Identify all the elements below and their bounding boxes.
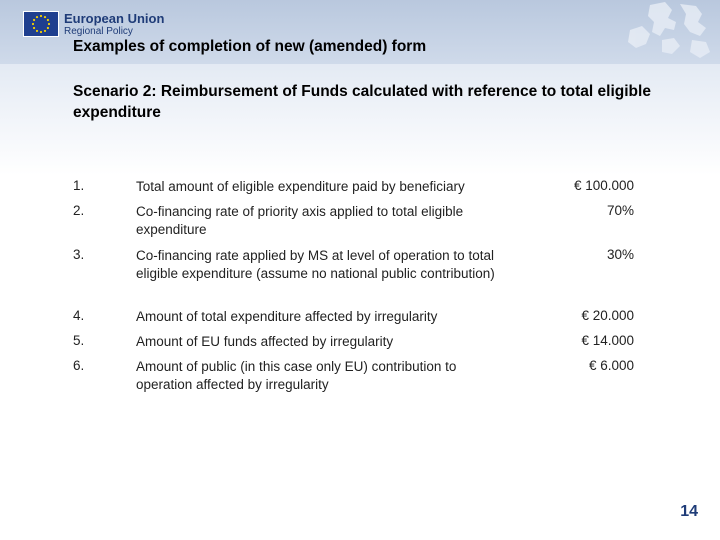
row-value: 30% xyxy=(606,247,634,262)
flag-star-icon xyxy=(40,31,42,33)
row-number: 3. xyxy=(73,247,85,262)
flag-star-icon xyxy=(32,23,34,25)
row-description: Total amount of eligible expenditure paid by beneficiary xyxy=(136,179,465,194)
slide-subtitle: Scenario 2: Reimbursement of Funds calculated with reference to total eligible expenditure xyxy=(73,83,651,121)
flag-star-icon xyxy=(40,15,42,17)
row-number: 6. xyxy=(73,358,85,373)
flag-star-icon xyxy=(33,27,35,29)
row-description: Co-financing rate applied by MS at level of operation to total eligible expenditure (assume no national public contribution) xyxy=(136,248,495,281)
europe-map-icon xyxy=(610,0,720,64)
eu-flag-icon xyxy=(23,11,59,37)
flag-star-icon xyxy=(44,16,46,18)
row-number: 5. xyxy=(73,333,85,348)
flag-star-icon xyxy=(47,19,49,21)
row-description: Amount of public (in this case only EU) contribution to operation affected by irregularity xyxy=(136,359,457,392)
page-number: 14 xyxy=(680,503,698,520)
flag-star-icon xyxy=(48,23,50,25)
row-description: Amount of EU funds affected by irregularity xyxy=(136,334,394,349)
row-description: Co-financing rate of priority axis applied to total eligible expenditure xyxy=(136,204,464,237)
row-value: € 14.000 xyxy=(581,333,634,348)
row-value: 70% xyxy=(606,203,634,218)
row-number: 2. xyxy=(73,203,85,218)
flag-star-icon xyxy=(47,27,49,29)
org-name: European Union xyxy=(64,11,165,26)
flag-star-icon xyxy=(44,30,46,32)
row-value: € 6.000 xyxy=(588,358,634,373)
flag-star-icon xyxy=(36,16,38,18)
row-value: € 100.000 xyxy=(573,178,634,193)
flag-star-icon xyxy=(36,30,38,32)
row-number: 4. xyxy=(73,308,85,323)
slide-title: Examples of completion of new (amended) form xyxy=(73,38,427,55)
org-subtitle: Regional Policy xyxy=(64,26,133,37)
row-number: 1. xyxy=(73,178,85,193)
row-value: € 20.000 xyxy=(581,308,634,323)
flag-star-icon xyxy=(33,19,35,21)
row-description: Amount of total expenditure affected by irregularity xyxy=(136,309,438,324)
